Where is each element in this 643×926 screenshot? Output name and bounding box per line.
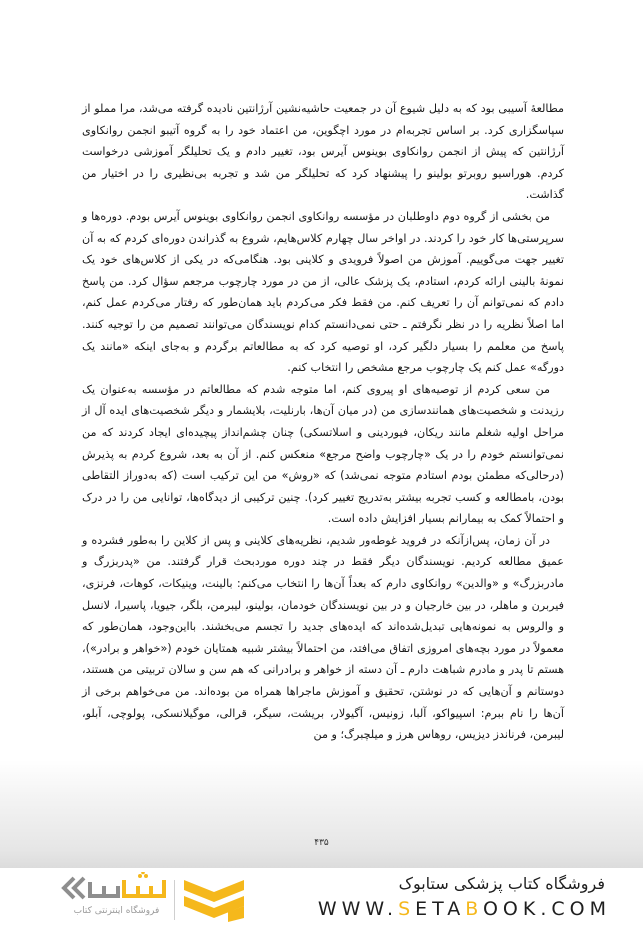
paragraph-4: در آن زمان، پس‌ازآنکه در فروید غوطه‌ور شدیم، نظریه‌های کلاینی و پس از کلاین را به‌طور فشرده و عمیق مطالعه کردیم. نویسندگان دیگر فقط در چند دوره موردبحث قرار گرفتند. من «پدربزرگ و مادربزرگ» و «والدین» روانکاوی دارم که بعداً آن‌ها را انتخاب می‌کنم: بالینت، وینیکات، کوهات، فرنزی، فیربرن و ماهلر، در بین خارجیان و در بین نویسندگان خودمان، بولینو، لیبرمن، بلگر، جیویا، پاسیرا، لانسل و والروس به نمونه‌هایی تبدیل‌شده‌اند که ایده‌های جدید را تجسم می‌بخشند. بااین‌وجود، همان‌طور که معمولاً در مورد بچه‌های امروزی اتفاق می‌افتد، من احتمالاً بیشتر شبیه همتایان خودم («خواهر و برادر»)، هستم تا پدر و مادرم شباهت دارم ـ آن دسته از خواهر و برادرانی که هم سن و سالان تربیتی من هستند، دوستانم و آن‌هایی که در نوشتن، تحقیق و آموزش ماجراها همراه من بوده‌اند. من می‌خواهم برخی از آن‌ها را نام ببرم: اسپیواکو، آلبا، زونیس، آگیولار، بریشت، سیگر، قرالی، موگیلانسکی، پولوچی، آبلو، لیبرمن، فرناندز دیزیس، روهاس هرز و میلچبرگ؛ و من bbox=[82, 533, 564, 742]
url-part: OOK.COM bbox=[482, 898, 611, 920]
paragraph-2: من بخشی از گروه دوم داوطلبان در مؤسسه روانکاوی انجمن روانکاوی بوینوس آیرس بودم. دوره‌ها و سرپرستی‌ها کار خود را کردند. در اواخر سال چهارم کلاس‌هایم، شروع به گذراندن دوره‌ای کردم که به آن تغییر جهت می‌گوییم. آموزش من اصولاً فرویدی و کلاینی بود. هنگامی‌که در یکی از کلاس‌های خود یک نمونهٔ بالینی ارائه کردم، استادم، یک پزشک عالی، از من در مورد چارچوب مرجعم سؤال کرد. من پاسخ دادم که نمی‌توانم آن را تعریف کنم. من فقط فکر می‌کردم باید همان‌طور که رفتار می‌کردم عمل کنم، اما اصلاً نظریه را در نظر نگرفتم ـ حتی نمی‌دانستم کدام نویسندگان می‌توانند تصمیم من را توجیه کنند. پاسخ من معلمم را بسیار دلگیر کرد، او توصیه کرد که به مطالعاتم برگردم و به‌جای اینکه «مانند یک دورگه» عمل کنم یک چارچوب مرجع مشخص را انتخاب کنم. bbox=[82, 209, 564, 375]
store-url[interactable] bbox=[318, 898, 611, 920]
url-part: WWW. bbox=[317, 898, 399, 920]
chevron-mark-icon bbox=[182, 878, 246, 922]
setabook-logo[interactable] bbox=[22, 872, 252, 924]
logo-wordmark-icon bbox=[60, 872, 170, 904]
logo-divider bbox=[174, 880, 175, 920]
url-part: ETA bbox=[415, 898, 466, 920]
store-name: فروشگاه کتاب پزشکی ستابوک bbox=[398, 874, 605, 893]
page-number: ۴۳۵ bbox=[314, 838, 329, 848]
paragraph-1: مطالعهٔ آسیبی بود که به دلیل شیوع آن در جمعیت حاشیه‌نشین آرژانتین نادیده گرفته می‌شد، مرا مملو از سپاسگزاری کرد. بر اساس تجربه‌ام در مورد اچگوین، من اعتماد خود را به گروه آتیبو انجمن روانکاوی آرژانتین که پیش از انجمن روانکاوی بوینوس آیرس بود، تغییر دادم و یک تحلیلگر آموزشی درخواست کردم. هوراسیو روبرتو بولینو را پیشنهاد کرد که تحلیلگر من شد و تجربه بی‌نظیری را در اختیار من گذاشت. bbox=[82, 102, 564, 202]
url-part-highlight: B bbox=[465, 898, 483, 920]
body-text bbox=[82, 98, 564, 746]
logo-tagline: فروشگاه اینترنتی کتاب bbox=[73, 906, 160, 916]
paragraph-3: من سعی کردم از توصیه‌های او پیروی کنم، اما متوجه شدم که مطالعاتم در مؤسسه به‌عنوان یک رزیدنت و شخصیت‌های همانندسازی من (در میان آن‌ها، بارنلیت، بلایشمار و دیگر شخصیت‌های ایده آل از مراحل اولیه شغلم مانند ریکان، فیوردینی و اسلاتسکی) چنان چشم‌انداز پیچیده‌ای ایجاد کردند که من نمی‌توانستم خودم را در یک «چارچوب واضح مرجع» منعکس کنم. از آن به بعد، شروع کردم به پذیرش (درحالی‌که مطمئن بودم استادم متوجه نمی‌شد) که «روش» من این ترکیب است (که به‌دوراز التقاطی بودن، بامطالعه و کسب تجربه بیشتر به‌تدریج تغییر کرد). چنین ترکیبی از دیدگاه‌ها، توانایی من را در درک و احتمالاً کمک به بیمارانم بسیار افزایش داده است. bbox=[82, 382, 564, 526]
url-part-highlight: S bbox=[398, 898, 416, 920]
footer-banner bbox=[0, 868, 643, 926]
